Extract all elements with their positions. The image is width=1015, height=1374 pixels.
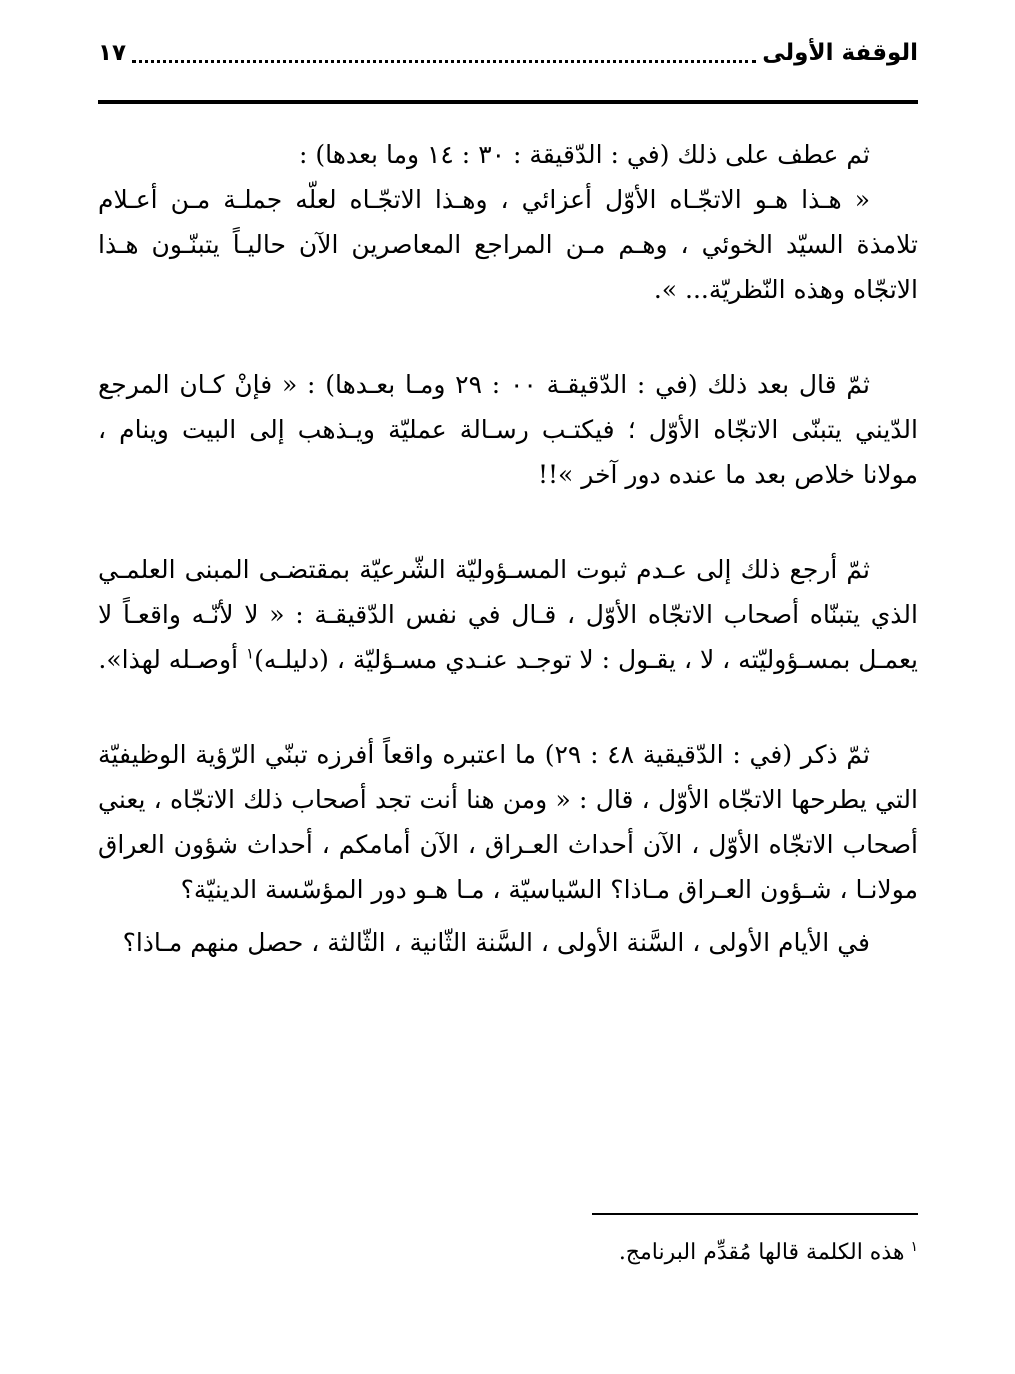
paragraph-2: ثمّ قال بعد ذلك (في : الدّقيقـة ٠٠ : ٢٩ ومـا بعـدها) : « فإنْ كـان المرجع الدّيني يتبنّى الاتجّاه الأوّل ؛ فيكتـب رسـالة عمليّة ويـذهب إلى البيت وينام ، مولانا خلاص بعد ما عنده دور آخر »!!	[98, 370, 918, 489]
paragraph-quote-1: « هـذا هـو الاتجّـاه الأوّل أعزائي ، وهـذا الاتجّـاه لعلّه جملـة مـن أعـلام تلامذة السيّد الخوئي ، وهـم مـن المراجع المعاصرين الآن حاليـاً يتبنّـون هـذا الاتجّاه وهذه النّظريّة... ».	[98, 185, 918, 304]
paragraph-intro: ثم عطف على ذلك (في : الدّقيقة : ٣٠ : ١٤ وما بعدها) :	[298, 140, 870, 169]
header-rule	[98, 100, 918, 104]
paragraph-5: في الأيام الأولى ، السَّنة الأولى ، السَّنة الثّانية ، الثّالثة ، حصل منهم مـاذا؟	[122, 928, 870, 957]
footnote	[500, 1233, 918, 1273]
paragraph-3-text: ثمّ أرجع ذلك إلى عـدم ثبوت المسـؤوليّة الشّرعيّة بمقتضـى المبنى العلمـي الذي يتبنّاه أصحاب الاتجّاه الأوّل ، قـال في نفس الدّقيقـة : « لا لأنّـه واقعـاً لا يعمـل بمسـؤوليّته ، لا ، يقـول : لا توجـد عنـدي مسـؤليّة ، (دليلـه)	[98, 555, 918, 674]
footnote-reference[interactable]: ١	[246, 644, 255, 663]
chapter-title: الوقفة الأولى	[762, 40, 918, 66]
footnote-rule	[592, 1213, 918, 1215]
leader-dots	[132, 60, 756, 63]
paragraph-3	[98, 547, 918, 682]
body-text	[98, 132, 918, 965]
paragraph-4: ثمّ ذكر (في : الدّقيقية ٤٨ : ٢٩) ما اعتبره واقعاً أفرزه تبنّي الرّؤية الوظيفيّة التي يطرحها الاتجّاه الأوّل ، قال : « ومن هنا أنت تجد أصحاب ذلك الاتجّاه ، يعني أصحاب الاتجّاه الأوّل ، الآن أحداث العـراق ، الآن أمامكم ، أحداث شؤون العراق مولانـا ، شـؤون العـراق مـاذا؟ السّياسيّة ، مـا هـو دور المؤسّسة الدينيّة؟	[98, 740, 918, 904]
footnote-text: هذه الكلمة قالها مُقدِّم البرنامج.	[618, 1240, 905, 1265]
paragraph-3-tail: أوصـله لهذا».	[98, 645, 239, 674]
footnote-marker: ١	[910, 1238, 918, 1255]
page-number: ١٧	[98, 40, 127, 66]
running-header	[98, 28, 918, 78]
